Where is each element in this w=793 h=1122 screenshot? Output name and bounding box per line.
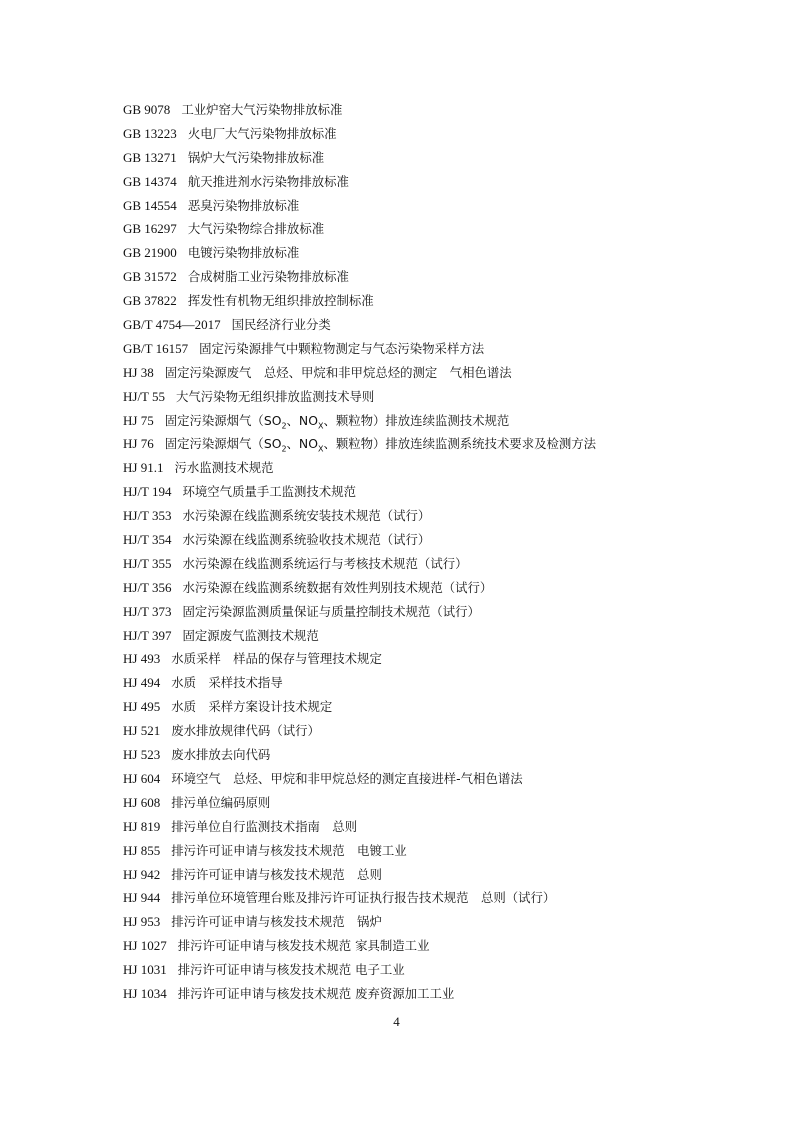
standard-reference-item (123, 361, 743, 385)
standard-code: GB 37822 (123, 293, 177, 309)
page-number: 4 (393, 1014, 400, 1029)
standard-reference-item (123, 265, 743, 289)
standard-title: 火电厂大气污染物排放标准 (187, 125, 337, 141)
standard-title: 固定污染源烟气（$SO_2$、$NO_X$、颗粒物）排放连续监测技术规范 (164, 412, 510, 431)
standard-reference-item (123, 982, 743, 1006)
standard-reference-item (123, 170, 743, 194)
standard-title: 恶臭污染物排放标准 (187, 197, 300, 213)
standard-reference-item (123, 289, 743, 313)
standard-reference-item (123, 695, 743, 719)
standard-code: GB 16297 (123, 221, 177, 237)
standard-code: GB 14374 (123, 173, 177, 189)
standard-title: 水污染源在线监测系统安装技术规范（试行） (182, 508, 431, 524)
standard-title: 废水排放规律代码（试行） (171, 723, 320, 739)
standard-code: GB 13223 (123, 125, 177, 141)
standard-code: HJ 604 (123, 770, 161, 786)
standard-code: GB 9078 (123, 102, 171, 117)
standard-title: 固定源废气监测技术规范 (182, 627, 319, 643)
standard-reference-item (123, 122, 743, 146)
standard-code: GB 14554 (123, 197, 177, 213)
standard-title: 水质 采样方案设计技术规定 (171, 699, 333, 715)
standard-reference-item (123, 624, 743, 648)
standard-reference-item (123, 480, 743, 504)
standard-code: HJ/T 355 (123, 555, 172, 571)
standard-reference-item (123, 385, 743, 409)
standard-code: HJ 38 (123, 364, 154, 380)
standard-title: 固定污染源排气中颗粒物测定与气态污染物采样方法 (199, 340, 485, 356)
standard-code: HJ 855 (123, 842, 161, 858)
standard-title: 挥发性有机物无组织排放控制标准 (187, 293, 374, 309)
standard-title: 水污染源在线监测系统验收技术规范（试行） (182, 532, 431, 548)
standard-reference-item (123, 576, 743, 600)
standard-reference-item (123, 958, 743, 982)
standard-code: HJ/T 356 (123, 579, 172, 595)
standard-title: 排污单位环境管理台账及排污许可证执行报告技术规范 总则（试行） (171, 890, 556, 906)
standard-title: 排污单位编码原则 (171, 794, 271, 810)
standard-title: 电镀污染物排放标准 (187, 245, 300, 261)
standard-reference-item (123, 886, 743, 910)
standard-reference-item (123, 217, 743, 241)
standard-reference-item (123, 600, 743, 624)
standard-reference-item (123, 432, 743, 456)
standard-code: HJ 942 (123, 866, 161, 882)
standard-title: 排污单位自行监测技术指南 总则 (171, 818, 358, 834)
standard-title: 排污许可证申请与核发技术规范 电子工业 (177, 962, 405, 978)
standard-title: 水污染源在线监测系统数据有效性判别技术规范（试行） (182, 579, 493, 595)
standard-reference-item (123, 863, 743, 887)
standard-title: 水质采样 样品的保存与管理技术规定 (171, 651, 382, 667)
standard-title: 环境空气 总烃、甲烷和非甲烷总烃的测定直接进样-气相色谱法 (171, 770, 523, 786)
standard-reference-item (123, 241, 743, 265)
standard-reference-item (123, 934, 743, 958)
standard-title: 大气污染物无组织排放监测技术导则 (176, 388, 375, 404)
standard-title: 废水排放去向代码 (171, 747, 271, 763)
standard-code: HJ 521 (123, 723, 161, 739)
standard-code: GB/T 4754—2017 (123, 317, 221, 333)
standard-reference-item (123, 767, 743, 791)
standard-reference-item (123, 743, 743, 767)
standard-code: GB 21900 (123, 245, 177, 261)
standard-code: HJ 523 (123, 747, 161, 763)
standard-code: HJ 493 (123, 651, 161, 667)
normative-references-list (123, 98, 743, 1006)
standard-title: 排污许可证申请与核发技术规范 废弃资源加工工业 (177, 985, 455, 1001)
standard-code: HJ 75 (123, 412, 154, 428)
standard-title: 航天推进剂水污染物排放标准 (187, 173, 349, 189)
standard-code: HJ/T 397 (123, 627, 172, 643)
standard-code: HJ 1031 (123, 962, 167, 978)
standard-title: 排污许可证申请与核发技术规范 家具制造工业 (177, 938, 430, 954)
standard-title: 固定污染源废气 总烃、甲烷和非甲烷总烃的测定 气相色谱法 (164, 364, 512, 380)
standard-code: HJ 91.1 (123, 460, 164, 476)
standard-code: HJ 76 (123, 436, 154, 452)
standard-reference-item (123, 528, 743, 552)
standard-reference-item (123, 671, 743, 695)
standard-reference-item (123, 839, 743, 863)
standard-code: HJ/T 373 (123, 603, 172, 619)
standard-title: 大气污染物综合排放标准 (187, 221, 325, 237)
standard-reference-item (123, 910, 743, 934)
standard-reference-item (123, 552, 743, 576)
standard-code: HJ/T 55 (123, 388, 166, 404)
standard-reference-item (123, 194, 743, 218)
standard-title: 锅炉大气污染物排放标准 (187, 149, 325, 165)
standard-title: 工业炉窑大气污染物排放标准 (181, 102, 343, 117)
standard-reference-item (123, 719, 743, 743)
standard-title: 水质 采样技术指导 (171, 675, 283, 691)
standard-code: GB 13271 (123, 149, 177, 165)
standard-reference-item (123, 647, 743, 671)
standard-reference-item (123, 409, 743, 433)
standard-title: 固定污染源监测质量保证与质量控制技术规范（试行） (182, 603, 480, 619)
standard-title: 固定污染源烟气（$SO_2$、$NO_X$、颗粒物）排放连续监测系统技术要求及检测方法 (164, 436, 597, 454)
standard-title: 环境空气质量手工监测技术规范 (182, 484, 356, 500)
standard-code: GB/T 16157 (123, 340, 189, 356)
standard-code: HJ 494 (123, 675, 161, 691)
standard-title: 合成树脂工业污染物排放标准 (187, 269, 349, 285)
standard-code: HJ 495 (123, 699, 161, 715)
standard-code: GB 31572 (123, 269, 177, 285)
standard-code: HJ 819 (123, 818, 161, 834)
standard-reference-item (123, 504, 743, 528)
standard-reference-item (123, 146, 743, 170)
standard-code: HJ 953 (123, 914, 161, 930)
standard-title: 水污染源在线监测系统运行与考核技术规范（试行） (182, 555, 468, 571)
standard-title: 排污许可证申请与核发技术规范 总则 (171, 866, 382, 882)
standard-code: HJ 1034 (123, 985, 167, 1001)
standard-reference-item (123, 98, 743, 122)
standard-reference-item (123, 791, 743, 815)
standard-title: 国民经济行业分类 (231, 317, 331, 333)
standard-code: HJ/T 354 (123, 532, 172, 548)
standard-reference-item (123, 313, 743, 337)
standard-code: HJ 944 (123, 890, 161, 906)
standard-reference-item (123, 337, 743, 361)
standard-code: HJ 608 (123, 794, 161, 810)
standard-title: 污水监测技术规范 (174, 460, 274, 476)
standard-title: 排污许可证申请与核发技术规范 电镀工业 (171, 842, 407, 858)
standard-code: HJ/T 194 (123, 484, 172, 500)
standard-code: HJ 1027 (123, 938, 167, 954)
standard-code: HJ/T 353 (123, 508, 172, 524)
standard-reference-item (123, 815, 743, 839)
standard-title: 排污许可证申请与核发技术规范 锅炉 (171, 914, 382, 930)
